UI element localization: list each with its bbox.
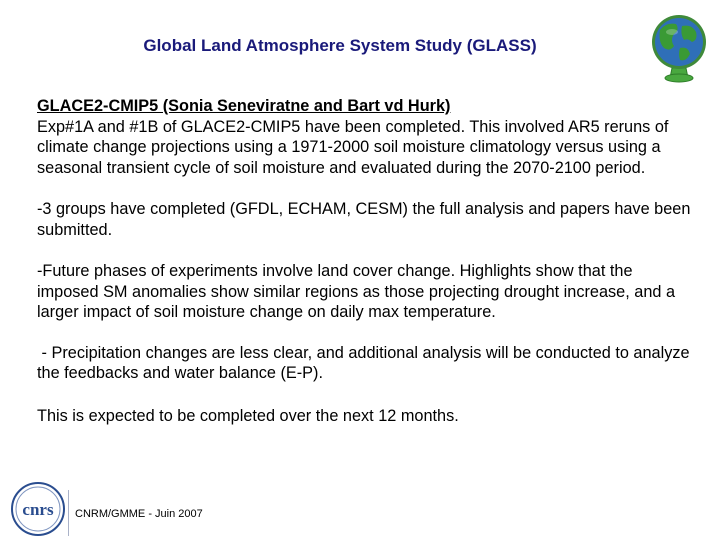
body-paragraph: Exp#1A and #1B of GLACE2-CMIP5 have been completed. This involved AR5 reruns of climate change projections using a 1971-2000 soil moisture climatology versus using a seasonal transient cycle of soil moisture and evaluated during the 2070-2100 period. <box>37 117 669 177</box>
svg-text:cnrs: cnrs <box>22 500 54 519</box>
cnrs-logo <box>10 481 66 537</box>
footer-text: CNRM/GMME - Juin 2007 <box>75 508 203 520</box>
section-subheading: GLACE2-CMIP5 (Sonia Seneviratne and Bart vd Hurk) <box>37 97 451 115</box>
body-paragraph: -3 groups have completed (GFDL, ECHAM, CESM) the full analysis and papers have been submitted. <box>37 200 691 239</box>
slide-body <box>37 96 697 426</box>
body-paragraph: This is expected to be completed over the next 12 months. <box>37 406 459 425</box>
body-paragraph: - Precipitation changes are less clear, and additional analysis will be conducted to analyze the feedbacks and water balance (E-P). <box>37 343 695 382</box>
footer-divider <box>68 490 69 536</box>
globe-icon <box>646 12 712 84</box>
body-paragraph: -Future phases of experiments involve land cover change. Highlights show that the imposed SM anomalies show similar regions as those projecting drought increase, and a larger impact of soil moisture change on daily max temperature. <box>37 262 676 321</box>
slide-title: Global Land Atmosphere System Study (GLASS) <box>143 36 537 55</box>
